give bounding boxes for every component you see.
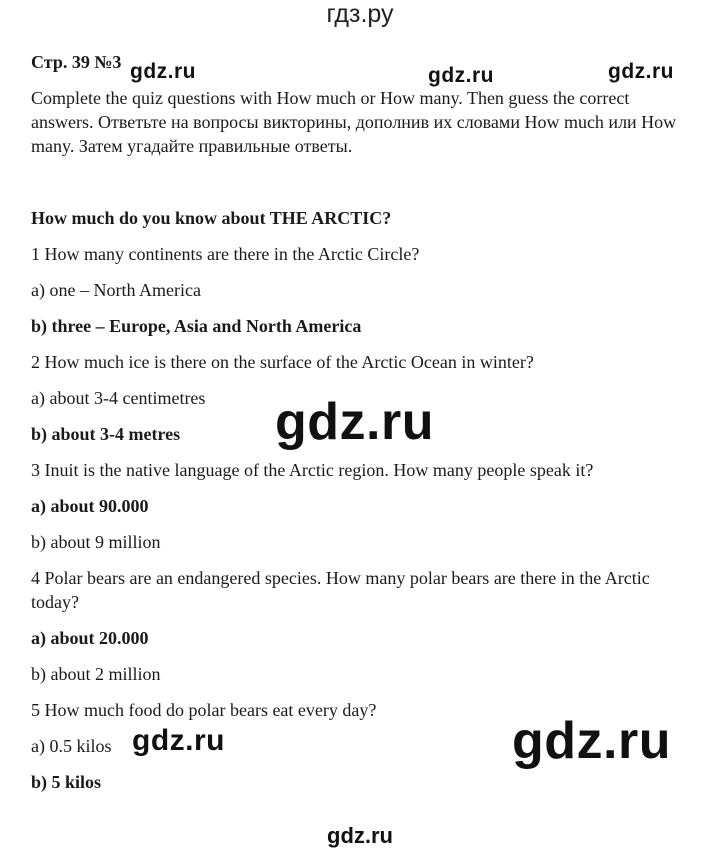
site-footer: gdz.ru bbox=[327, 823, 393, 848]
quiz-title: How much do you know about THE ARCTIC? bbox=[31, 208, 392, 228]
question-3-option-a: a) about 90.000 bbox=[31, 496, 149, 516]
question-4: 4 Polar bears are an endangered species. How many polar bears are there in the Arctic today? bbox=[31, 568, 650, 612]
question-3-option-b: b) about 9 million bbox=[31, 532, 161, 552]
watermark-top-center: gdz.ru bbox=[428, 64, 494, 87]
question-4-option-b: b) about 2 million bbox=[31, 664, 161, 684]
watermark-middle: gdz.ru bbox=[275, 393, 434, 451]
site-header: гдз.ру bbox=[326, 0, 394, 28]
watermark-lower-right: gdz.ru bbox=[512, 712, 671, 770]
question-2-option-a: a) about 3-4 centimetres bbox=[31, 388, 206, 408]
instructions-ru: Ответьте на вопросы викторины, дополнив их словами How much или How many. Затем угадайте правильные ответы. bbox=[31, 112, 677, 156]
question-3: 3 Inuit is the native language of the Arctic region. How many people speak it? bbox=[31, 460, 594, 480]
question-2: 2 How much ice is there on the surface of the Arctic Ocean in winter? bbox=[31, 352, 534, 372]
question-1: 1 How many continents are there in the Arctic Circle? bbox=[31, 244, 420, 264]
instructions-block bbox=[31, 86, 696, 158]
question-1-option-b: b) three – Europe, Asia and North America bbox=[31, 316, 362, 336]
question-2-option-b: b) about 3-4 metres bbox=[31, 424, 181, 444]
watermark-top-right: gdz.ru bbox=[608, 60, 674, 83]
question-5-option-b: b) 5 kilos bbox=[31, 772, 102, 792]
watermark-lower-left: gdz.ru bbox=[132, 724, 225, 757]
watermark-top-left: gdz.ru bbox=[130, 60, 196, 83]
question-5: 5 How much food do polar bears eat every day? bbox=[31, 700, 377, 720]
page-reference: Стр. 39 №3 bbox=[31, 52, 122, 72]
question-1-option-a: a) one – North America bbox=[31, 280, 201, 300]
instructions-en: Complete the quiz questions with How much or How many. Then guess the correct answers. bbox=[31, 88, 630, 132]
question-5-option-a: a) 0.5 kilos bbox=[31, 736, 112, 756]
question-4-option-a: a) about 20.000 bbox=[31, 628, 149, 648]
